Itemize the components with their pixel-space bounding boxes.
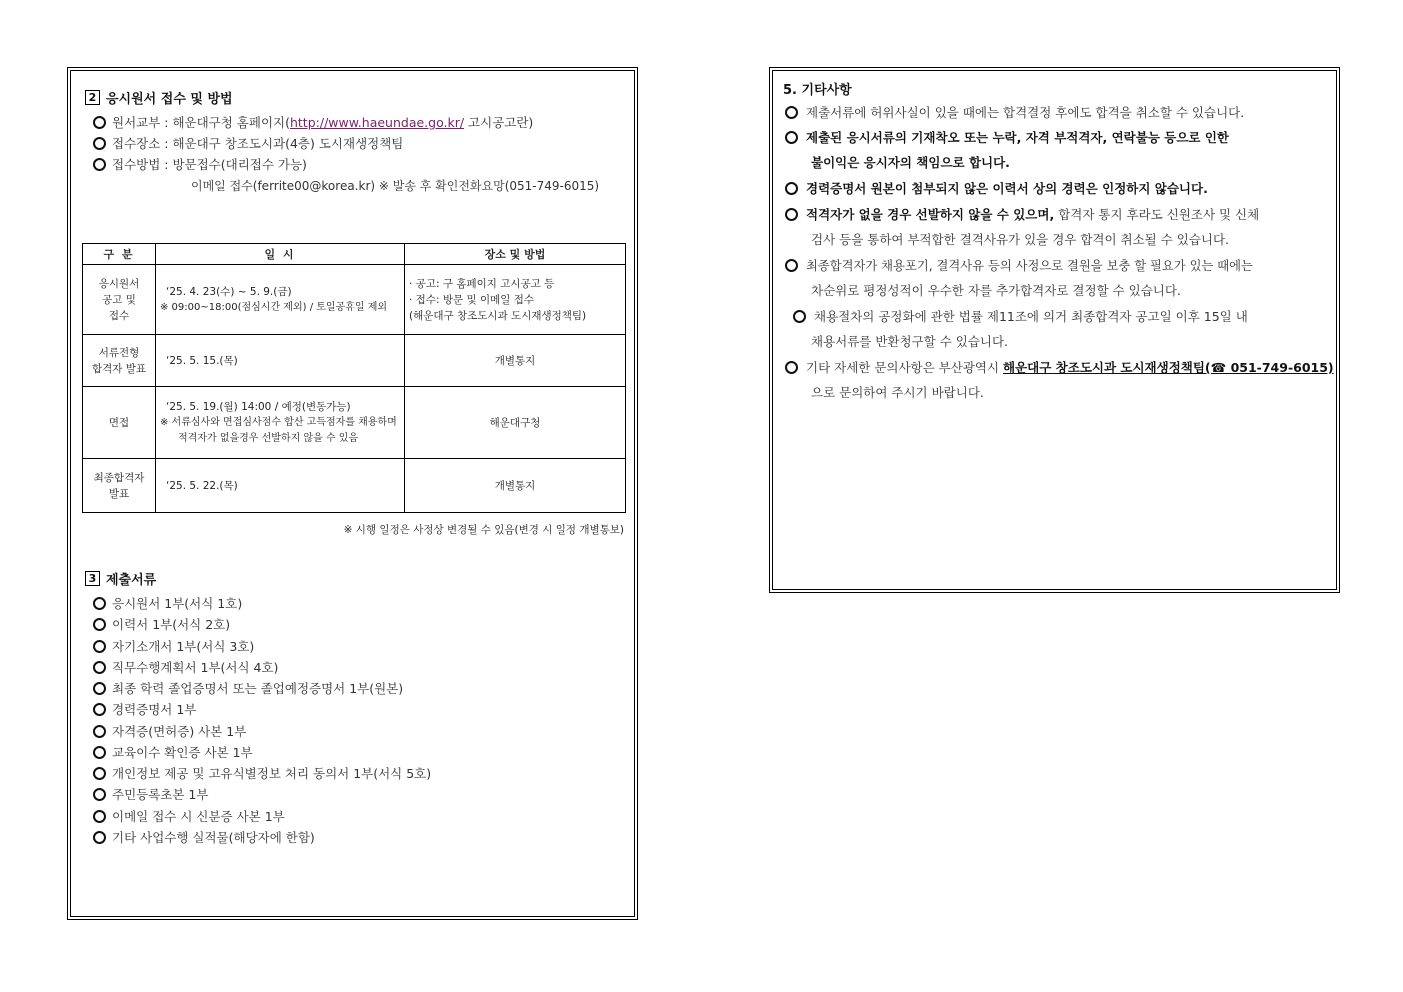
row-label: 최종합격자 발표 <box>83 459 156 513</box>
notice-item: 기타 자세한 문의사항은 부산광역시 해운대구 창조도시과 도시재생정책팀(☎ 051-749-6015) <box>785 358 1334 376</box>
place-text: 접수장소 : 해운대구 창조도시과(4층) 도시재생정책팀 <box>112 136 404 151</box>
list-item: 경력증명서 1부 <box>93 700 196 718</box>
circle-bullet-icon <box>93 831 106 844</box>
circle-bullet-icon <box>93 810 106 823</box>
circle-bullet-icon <box>785 106 798 119</box>
header-datetime: 일 시 <box>156 244 405 265</box>
distribution-text: 원서교부 : 해운대구청 홈페이지( <box>112 115 290 130</box>
application-method-line <box>93 155 307 173</box>
circle-bullet-icon <box>93 116 106 129</box>
email-application-line <box>191 177 599 194</box>
list-item: 교육이수 확인증 사본 1부 <box>93 743 253 761</box>
list-item: 개인정보 제공 및 고유식별정보 처리 동의서 1부(서식 5호) <box>93 764 431 782</box>
row-datetime: ‘25. 4. 23(수) ~ 5. 9.(금) ※ 09:00~18:00(점심시간 제외) / 토일공휴일 제외 <box>156 265 405 335</box>
section-title-text: 응시원서 접수 및 방법 <box>106 92 233 107</box>
circle-bullet-icon <box>93 158 106 171</box>
list-item: 최종 학력 졸업증명서 또는 졸업예정증명서 1부(원본) <box>93 679 403 697</box>
table-row <box>83 459 626 513</box>
left-panel <box>70 70 635 917</box>
row-place: 해운대구청 <box>405 387 626 459</box>
list-item: 자기소개서 1부(서식 3호) <box>93 637 254 655</box>
list-item: 기타 사업수행 실적물(해당자에 한함) <box>93 828 315 846</box>
circle-bullet-icon <box>93 725 106 738</box>
circle-bullet-icon <box>93 137 106 150</box>
notice-item-cont: 채용서류를 반환청구할 수 있습니다. <box>811 334 1009 349</box>
schedule-note: ※ 시행 일정은 사정상 변경될 수 있음(변경 시 일정 개별통보) <box>343 524 624 536</box>
circle-bullet-icon <box>93 618 106 631</box>
notice-item: 제출서류에 허위사실이 있을 때에는 합격결정 후에도 합격을 취소할 수 있습니다. <box>785 103 1244 121</box>
notice-item: 경력증명서 원본이 첨부되지 않은 이력서 상의 경력은 인정하지 않습니다. <box>785 179 1208 197</box>
circle-bullet-icon <box>93 703 106 716</box>
notice-item-cont: 차순위로 평정성적이 우수한 자를 추가합격자로 결정할 수 있습니다. <box>811 283 1181 298</box>
application-distribution-line <box>93 113 533 131</box>
circle-bullet-icon <box>785 182 798 195</box>
row-datetime: ‘25. 5. 22.(목) <box>156 459 405 513</box>
homepage-link[interactable]: http://www.haeundae.go.kr/ <box>289 115 465 130</box>
section-3-title <box>85 569 156 588</box>
table-header-row <box>83 244 626 265</box>
row-place: 개별통지 <box>405 459 626 513</box>
header-place-method: 장소 및 방법 <box>405 244 626 265</box>
circle-bullet-icon <box>93 640 106 653</box>
notice-item: 적격자가 없을 경우 선발하지 않을 수 있으며, 합격자 통지 후라도 신원조사 및 신체 <box>785 205 1259 223</box>
row-label: 응시원서 공고 및 접수 <box>83 265 156 335</box>
application-place-line <box>93 134 403 152</box>
notice-item: 제출된 응시서류의 기재착오 또는 누락, 자격 부적격자, 연락불능 등으로 인한 <box>785 128 1229 146</box>
row-place: · 공고: 구 홈페이지 고시공고 등 · 접수: 방문 및 이메일 접수 (해운대구 창조도시과 도시재생정책팀) <box>405 265 626 335</box>
row-place: 개별통지 <box>405 335 626 387</box>
section-number-box: 2 <box>85 90 100 105</box>
list-item: 이메일 접수 시 신분증 사본 1부 <box>93 807 285 825</box>
section-number-box: 3 <box>85 571 100 586</box>
list-item: 응시원서 1부(서식 1호) <box>93 594 242 612</box>
row-datetime: ‘25. 5. 15.(목) <box>156 335 405 387</box>
circle-bullet-icon <box>93 788 106 801</box>
contact-info: 해운대구 창조도시과 도시재생정책팀(☎ 051-749-6015) <box>1003 360 1334 375</box>
section-title-text: 제출서류 <box>106 573 157 588</box>
section-2-title <box>85 88 233 107</box>
circle-bullet-icon <box>785 208 798 221</box>
table-row <box>83 335 626 387</box>
list-item: 직무수행계획서 1부(서식 4호) <box>93 658 278 676</box>
row-label: 서류전형 합격자 발표 <box>83 335 156 387</box>
table-row <box>83 387 626 459</box>
method-text: 접수방법 : 방문접수(대리접수 가능) <box>112 157 307 172</box>
row-datetime: ‘25. 5. 19.(월) 14:00 / 예정(변동가능) ※ 서류심사와 면접심사점수 합산 고득점자를 채용하며 적격자가 없을경우 선발하지 않을 수 있음 <box>156 387 405 459</box>
list-item: 주민등록초본 1부 <box>93 785 208 803</box>
circle-bullet-icon <box>93 767 106 780</box>
circle-bullet-icon <box>93 682 106 695</box>
notice-item-cont: 검사 등을 통하여 부적합한 결격사유가 있을 경우 합격이 취소될 수 있습니다. <box>811 232 1230 247</box>
circle-bullet-icon <box>785 361 798 374</box>
email-text: 이메일 접수(ferrite00@korea.kr) ※ 발송 후 확인전화요망(051-749-6015) <box>191 179 600 193</box>
circle-bullet-icon <box>785 131 798 144</box>
notice-item-cont: 불이익은 응시자의 책임으로 합니다. <box>811 155 1010 170</box>
list-item: 자격증(면허증) 사본 1부 <box>93 722 246 740</box>
circle-bullet-icon <box>93 661 106 674</box>
list-item: 이력서 1부(서식 2호) <box>93 615 230 633</box>
row-label: 면접 <box>83 387 156 459</box>
circle-bullet-icon <box>93 746 106 759</box>
distribution-suffix: 고시공고란) <box>464 115 534 130</box>
header-category: 구 분 <box>83 244 156 265</box>
section-5-title: 5. 기타사항 <box>783 83 852 98</box>
schedule-table <box>82 243 626 513</box>
circle-bullet-icon <box>785 259 798 272</box>
notice-item: 채용절차의 공정화에 관한 법률 제11조에 의거 최종합격자 공고일 이후 15일 내 <box>793 307 1248 325</box>
right-panel <box>772 70 1337 590</box>
notice-item: 최종합격자가 채용포기, 결격사유 등의 사정으로 결원을 보충 할 필요가 있는 때에는 <box>785 256 1253 274</box>
notice-item-cont: 으로 문의하여 주시기 바랍니다. <box>811 385 984 400</box>
circle-bullet-icon <box>793 310 806 323</box>
table-row <box>83 265 626 335</box>
circle-bullet-icon <box>93 597 106 610</box>
